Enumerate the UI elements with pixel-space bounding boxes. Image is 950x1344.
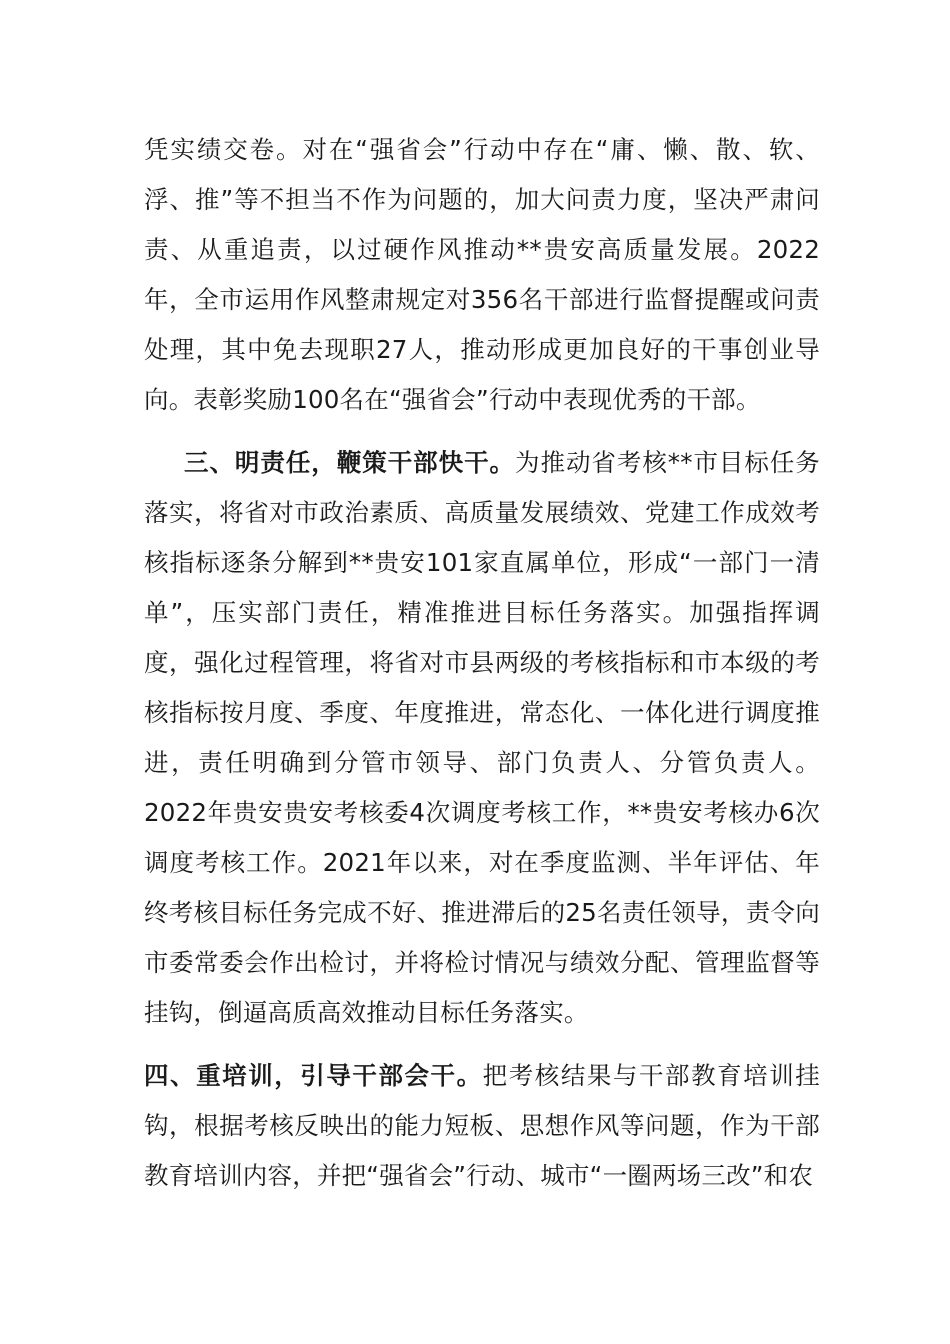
section-heading-three: 三、明责任，鞭策干部快干。 [184, 448, 516, 477]
paragraph-section-four [144, 1051, 820, 1201]
paragraph-text: 为推动省考核**市目标任务落实，将省对市政治素质、高质量发展绩效、党建工作成效考核指标逐条分解到**贵安101家直属单位，形成“一部门一清单”，压实部门责任，精准推进目标任务落实。加强指挥调度，强化过程管理，将省对市县两级的考核指标和市本级的考核指标按月度、季度、年度推进，常态化、一体化进行调度推进，责任明确到分管市领导、部门负责人、分管负责人。2022年贵安贵安考核委4次调度考核工作，**贵安考核办6次调度考核工作。2021年以来，对在季度监测、半年评估、年终考核目标任务完成不好、推进滞后的25名责任领导，责令向市委常委会作出检讨，并将检讨情况与绩效分配、管理监督等挂钩，倒逼高质高效推动目标任务落实。 [144, 448, 820, 1027]
paragraph-section-three [144, 438, 820, 1038]
paragraph-text: 凭实绩交卷。对在“强省会”行动中存在“庸、懒、散、软、浮、推”等不担当不作为问题的，加大问责力度，坚决严肃问责、从重追责，以过硬作风推动**贵安高质量发展。2022年，全市运用作风整肃规定对356名干部进行监督提醒或问责处理，其中免去现职27人，推动形成更加良好的干事创业导向。表彰奖励100名在“强省会”行动中表现优秀的干部。 [144, 135, 820, 414]
document-body [144, 125, 820, 1201]
section-heading-four: 四、重培训，引导干部会干。 [144, 1061, 483, 1090]
paragraph-text: 把考核结果与干部教育培训挂钩，根据考核反映出的能力短板、思想作风等问题，作为干部教育培训内容，并把“强省会”行动、城市“一圈两场三改”和农 [144, 1061, 820, 1190]
paragraph-continuation [144, 125, 820, 425]
